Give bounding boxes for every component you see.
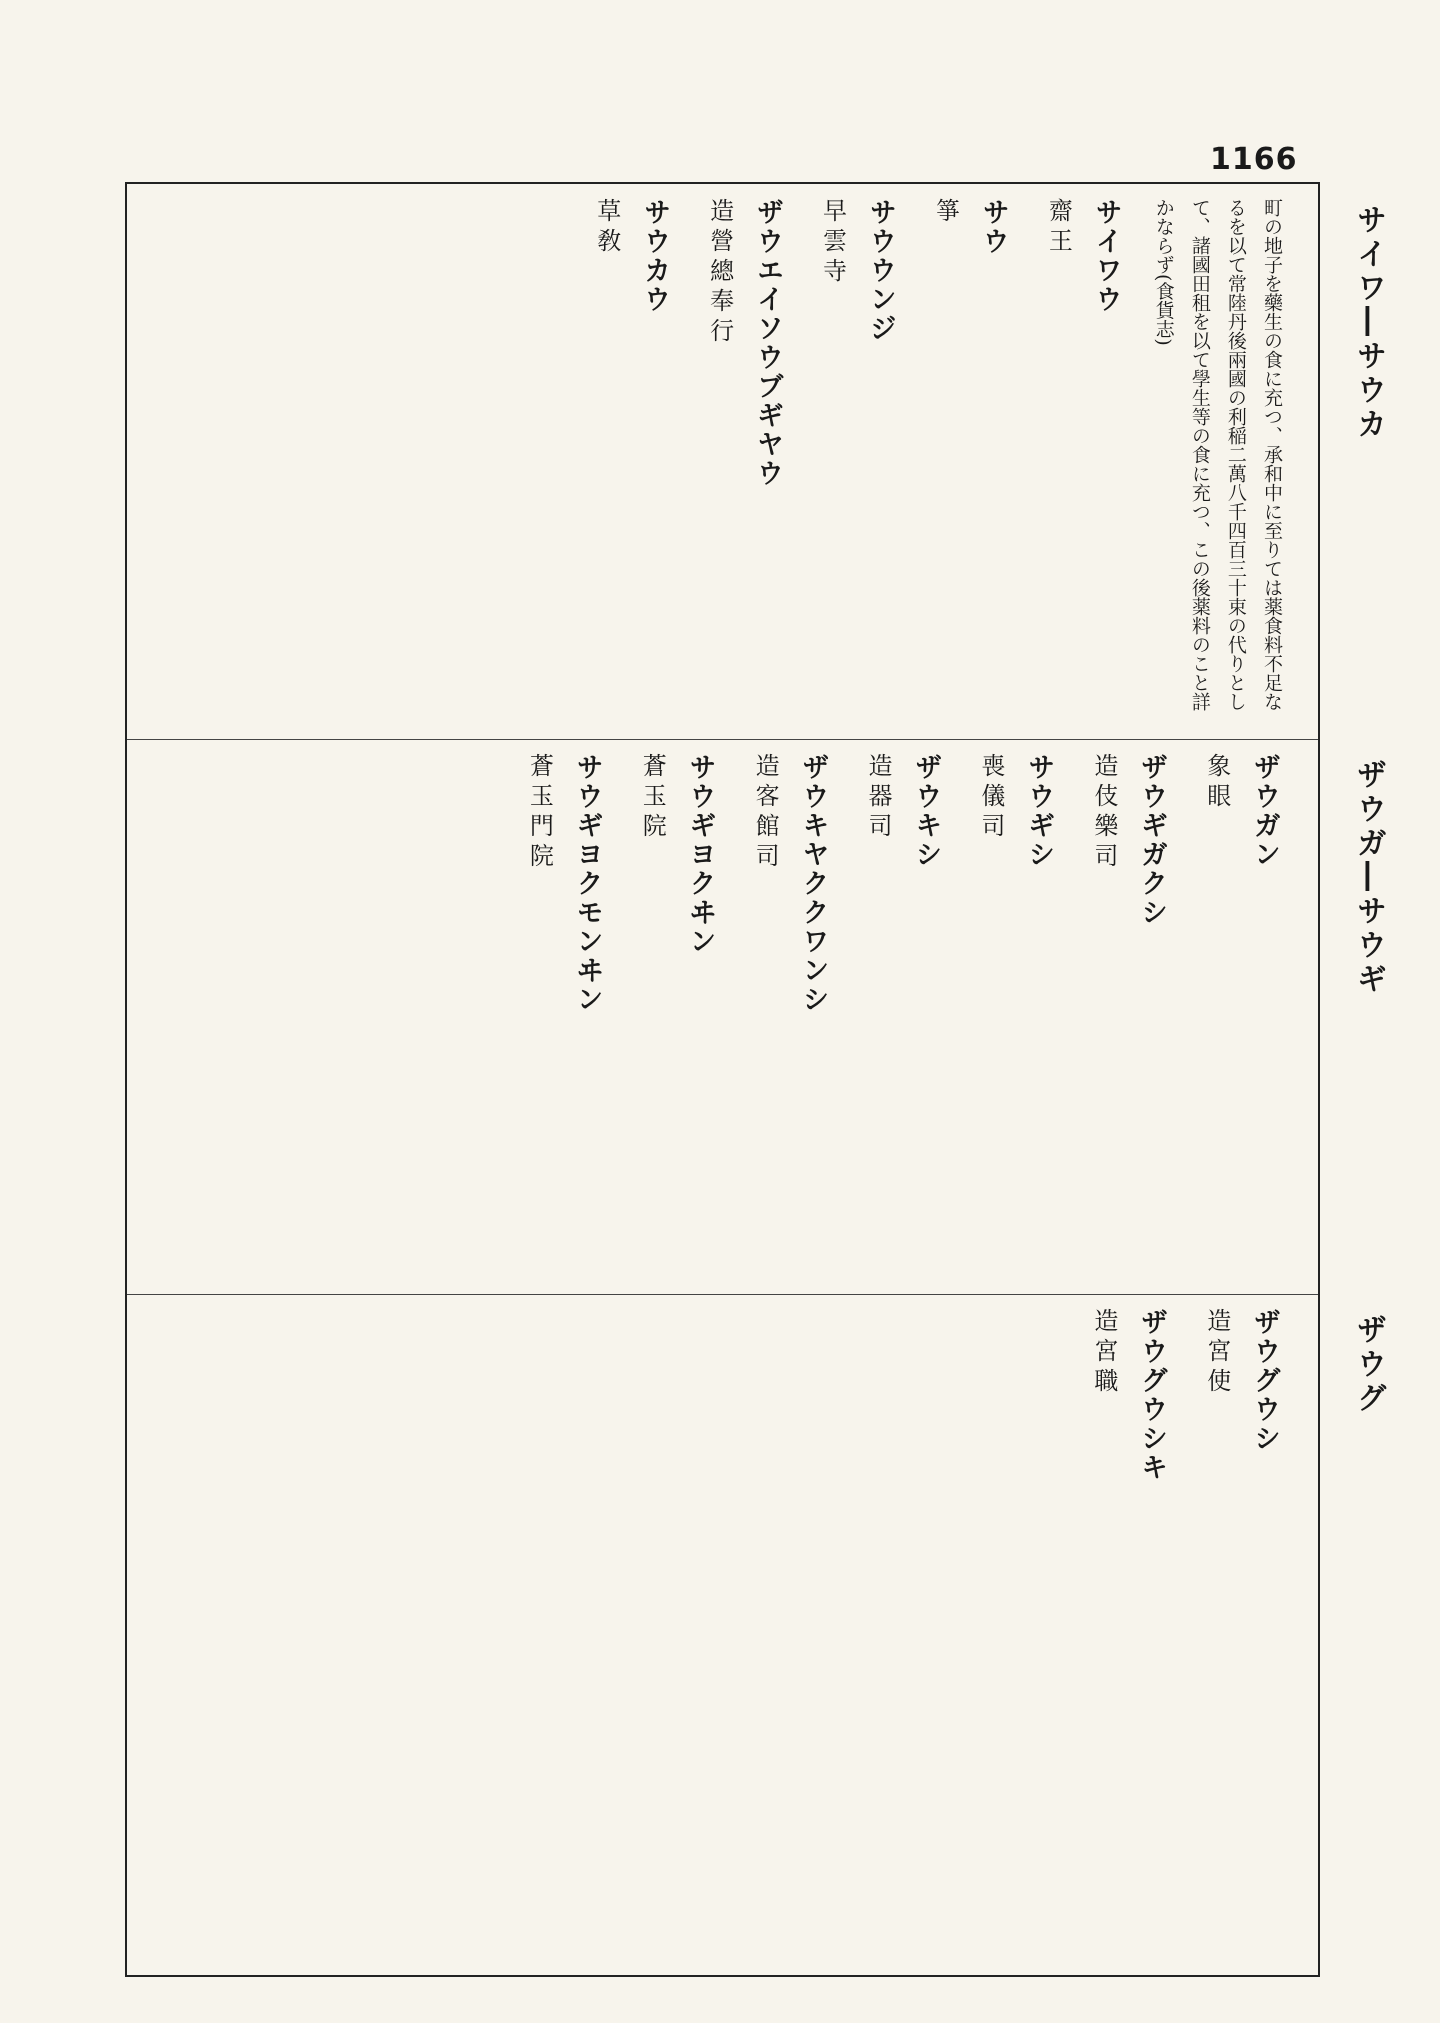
entry-kanji: 箏: [931, 198, 960, 228]
section-guide-heading: サイワ―サウカ: [1351, 204, 1386, 442]
entry-headword: ザウガン: [1249, 753, 1280, 869]
entry-kanji: 造宮使: [1202, 1308, 1231, 1398]
section-saiwa-sauka: [127, 184, 1386, 740]
dictionary-entry: [1080, 753, 1177, 1280]
section-zauga-saugi: [127, 739, 1386, 1295]
entry-kanji: 造器司: [864, 753, 893, 843]
entry-headword: サウギヨクヰン: [684, 753, 716, 956]
entry-headword: サウカウ: [639, 198, 671, 314]
dictionary-entry: [1193, 1308, 1290, 1965]
entry-kanji: 造客館司: [751, 753, 780, 873]
entry-kanji: 齋王: [1044, 198, 1073, 258]
section-guide-heading: ザウグ: [1351, 1314, 1386, 1416]
entry-headword: ザウグウシキ: [1136, 1308, 1168, 1482]
entry-kanji: 蒼玉門院: [525, 753, 554, 873]
entry-kanji: 草敎: [592, 198, 621, 258]
dictionary-entry: [967, 753, 1064, 1280]
dictionary-entry: [922, 198, 1019, 725]
entry-headword: サウ: [977, 198, 1009, 256]
section-zaugu: [127, 1294, 1386, 1979]
entry-headword: ザウキヤククワンシ: [797, 753, 829, 1014]
entry-kanji: 早雲寺: [818, 198, 847, 288]
entry-kanji: 造營總奉行: [705, 198, 734, 348]
entries-column: [145, 753, 1290, 1280]
page-number: 1166: [1210, 142, 1298, 177]
entry-headword: サイワウ: [1090, 198, 1122, 314]
dictionary-entry: [854, 753, 951, 1280]
dictionary-entry: [1035, 198, 1132, 725]
dictionary-entry: [1193, 753, 1290, 1280]
entries-column: [145, 198, 1290, 725]
entry-kanji: 喪儀司: [976, 753, 1005, 843]
dictionary-entry: [516, 753, 613, 1280]
dictionary-entry: [629, 753, 726, 1280]
dictionary-entry: [809, 198, 906, 725]
dictionary-entry: [742, 753, 839, 1280]
entry-kanji: 象眼: [1202, 753, 1231, 813]
entries-column: [145, 1308, 1290, 1965]
entry-kanji: 造宮職: [1089, 1308, 1118, 1398]
entry-headword: サウギヨクモンヰン: [571, 753, 603, 1014]
entry-kanji: 蒼玉院: [638, 753, 667, 843]
continued-entry-text: 町の地子を藥生の食に充つ、承和中に至りては薬食料不足なるを以て常陸丹後兩國の利稲二萬八千四百三十束の代りとして、諸國田租を以て學生等の食に充つ、この後薬料のこと詳かならず(食貨志): [1152, 198, 1283, 711]
section-guide-heading: ザウガ―サウギ: [1351, 759, 1386, 997]
entry-headword: ザウギガクシ: [1136, 753, 1168, 927]
dictionary-entry: [583, 198, 680, 725]
entry-headword: ザウキシ: [910, 753, 942, 869]
entry-headword: ザウグウシ: [1249, 1308, 1280, 1453]
entry-headword: ザウエイソウブギヤウ: [751, 198, 783, 488]
entry-headword: サウギシ: [1023, 753, 1055, 869]
dictionary-entry: [1080, 1308, 1177, 1965]
entry-headword: サウウンジ: [864, 198, 896, 343]
dictionary-frame: [125, 182, 1386, 1977]
entry-kanji: 造伎樂司: [1089, 753, 1118, 873]
dictionary-entry: [696, 198, 793, 725]
